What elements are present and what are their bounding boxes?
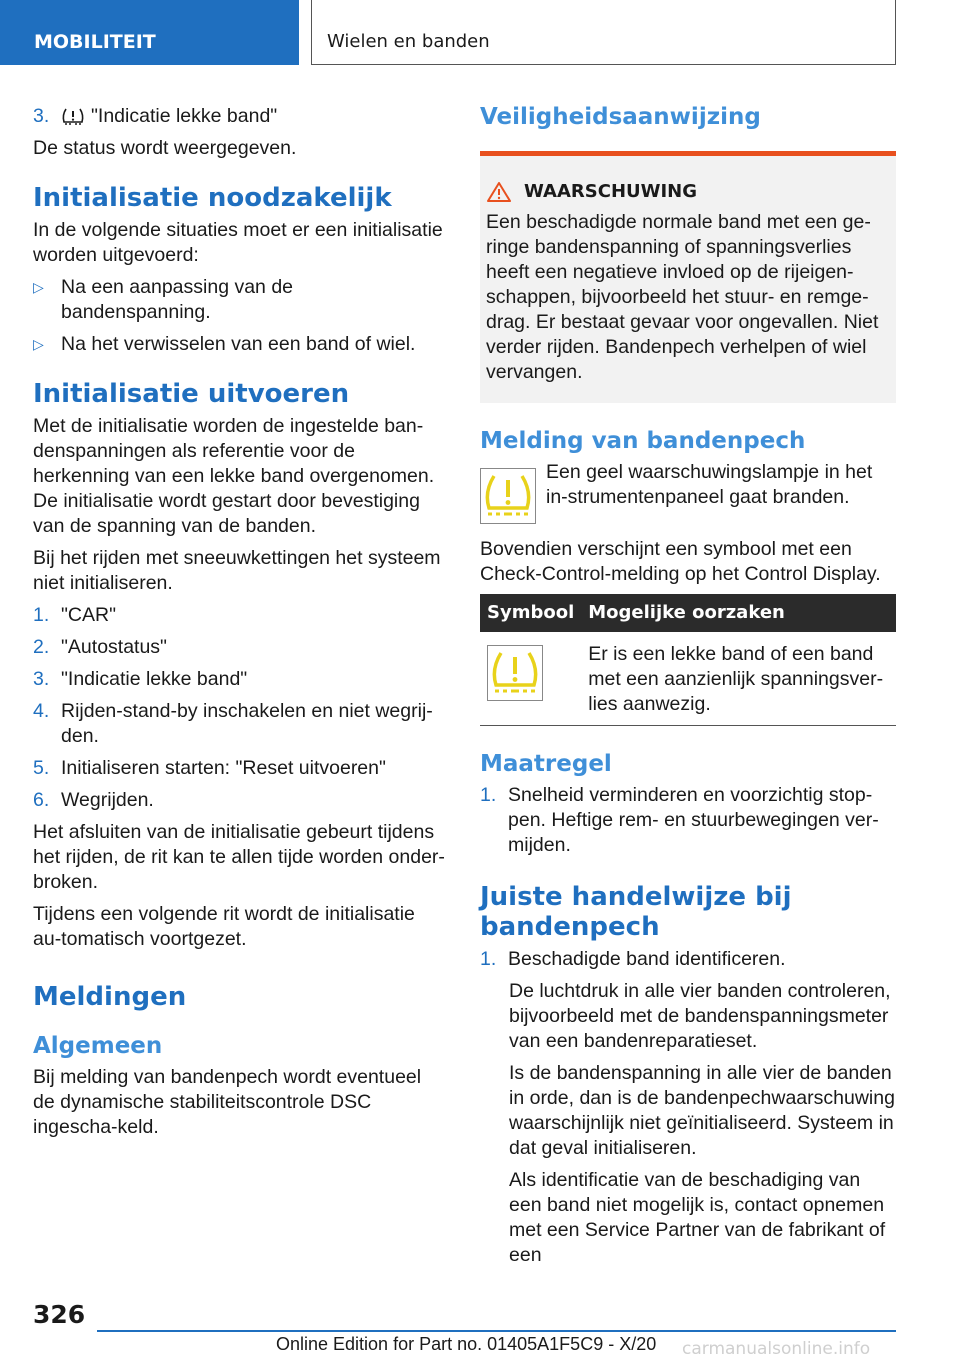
left-column bbox=[33, 100, 448, 1147]
list-item: 3. "Indicatie lekke band" bbox=[33, 668, 248, 690]
correct-steps bbox=[480, 947, 896, 972]
heading-safety: Veiligheidsaanwijzing bbox=[480, 104, 761, 130]
watermark: carmanualsonline.info bbox=[682, 1339, 871, 1359]
warning-label: WAARSCHUWING bbox=[524, 181, 698, 202]
heading-general: Algemeen bbox=[33, 1033, 163, 1059]
symbol-table bbox=[480, 594, 896, 726]
heading-flat-message: Melding van bandenpech bbox=[480, 428, 806, 454]
correct-paragraph-2: Is de bandenspanning in alle vier de banden in orde, dan is de bandenpechwaarschuwing waarschijnlijk niet geïnitialiseerd. Systeem in dat geval initialiseren. bbox=[509, 1062, 895, 1159]
bullet-arrow-icon: ▷ bbox=[33, 336, 44, 352]
warning-box bbox=[480, 156, 896, 403]
heading-correct-procedure: Juiste handelwijze bij bandenpech bbox=[480, 882, 792, 942]
end-paragraph-2: Tijdens een volgende rit wordt de initialisatie au-tomatisch voortgezet. bbox=[33, 903, 415, 950]
right-column bbox=[480, 100, 896, 1275]
tire-pressure-warning-icon bbox=[61, 107, 91, 127]
edition-text: Online Edition for Part no. 01405A1F5C9 - X/20 bbox=[276, 1334, 657, 1354]
list-item: 1. "CAR" bbox=[33, 604, 117, 626]
table-row bbox=[480, 632, 896, 726]
heading-measure: Maatregel bbox=[480, 751, 612, 777]
lamp-text: Een geel waarschuwingslampje in het in-strumentenpaneel gaat branden. bbox=[546, 461, 873, 508]
heading-init-do: Initialisatie uitvoeren bbox=[33, 379, 350, 409]
list-item: 5. Initialiseren starten: "Reset uitvoeren" bbox=[33, 757, 386, 779]
snow-chain-note: Bij het rijden met sneeuwkettingen het systeem niet initialiseren. bbox=[33, 547, 441, 594]
list-item: 2. "Autostatus" bbox=[33, 636, 167, 658]
column-header-symbol: Symbool bbox=[480, 594, 581, 632]
step-text: "Indicatie lekke band" bbox=[91, 105, 278, 127]
chapter-title: Wielen en banden bbox=[311, 0, 896, 65]
section-tab[interactable]: MOBILITEIT bbox=[0, 0, 299, 65]
init-needed-list bbox=[33, 275, 448, 357]
list-item: ▷ Na het verwisselen van een band of wiel. bbox=[33, 333, 416, 355]
step-number: 3. bbox=[33, 105, 50, 127]
tire-pressure-warning-icon bbox=[480, 468, 536, 529]
heading-messages: Meldingen bbox=[33, 982, 187, 1012]
symbol-cell bbox=[480, 632, 581, 726]
list-item: 4. Rijden-stand-by inschakelen en niet wegrij-den. bbox=[33, 700, 433, 747]
step-row bbox=[33, 104, 448, 129]
bullet-arrow-icon: ▷ bbox=[33, 279, 44, 295]
causes-cell: Er is een lekke band of een band met een aanzienlijk spanningsver-lies aanwezig. bbox=[581, 632, 896, 726]
correct-paragraph-3: Als identificatie van de beschadiging van een band niet mogelijk is, contact opnemen met een Service Partner van de fabrikant of een bbox=[509, 1169, 886, 1266]
list-item: 6. Wegrijden. bbox=[33, 789, 154, 811]
list-item: 1. Beschadigde band identificeren. bbox=[480, 948, 786, 970]
correct-paragraph-1: De luchtdruk in alle vier banden controleren, bijvoorbeeld met de bandenspanningsmeter van een bandenreparatieset. bbox=[509, 980, 891, 1052]
warning-lamp-row bbox=[480, 460, 896, 529]
status-text: De status wordt weergegeven. bbox=[33, 137, 297, 159]
end-paragraph-1: Het afsluiten van de initialisatie gebeurt tijdens het rijden, de rit kan te allen tijde worden onder-broken. bbox=[33, 821, 445, 893]
tire-pressure-warning-icon bbox=[487, 645, 543, 701]
warning-text: Een beschadigde normale band met een ge-ringe bandenspanning of spanningsverlies heeft een negatieve invloed op de rijeigen-schappen, bijvoorbeeld het stuur- en remge-drag. Er bestaat gevaar voor ongevallen. Niet verder rijden. Bandenpech verhelpen of wiel vervangen. bbox=[486, 211, 879, 383]
page-number: 326 bbox=[33, 1300, 86, 1329]
warning-header bbox=[486, 180, 890, 204]
init-needed-intro: In de volgende situaties moet er een initialisatie worden uitgevoerd: bbox=[33, 219, 443, 266]
init-steps bbox=[33, 603, 448, 813]
heading-init-needed: Initialisatie noodzakelijk bbox=[33, 183, 392, 213]
init-do-paragraph: Met de initialisatie worden de ingestelde ban-denspanningen als referentie voor de herkenning van een lekke band overgenomen. De initialisatie wordt gestart door bevestiging van de spanning van de banden. bbox=[33, 415, 435, 537]
warning-triangle-icon bbox=[486, 181, 512, 203]
general-paragraph: Bij melding van bandenpech wordt eventueel de dynamische stabiliteitscontrole DSC ingescha-keld. bbox=[33, 1066, 422, 1138]
check-control-text: Bovendien verschijnt een symbool met een Check-Control-melding op het Control Display. bbox=[480, 538, 881, 585]
column-header-causes: Mogelijke oorzaken bbox=[581, 594, 896, 632]
list-item: ▷ Na een aanpassing van de bandenspanning. bbox=[33, 276, 294, 323]
list-item: 1. Snelheid verminderen en voorzichtig stop-pen. Heftige rem- en stuurbewegingen ver-mijden. bbox=[480, 784, 879, 856]
measure-steps bbox=[480, 783, 896, 858]
